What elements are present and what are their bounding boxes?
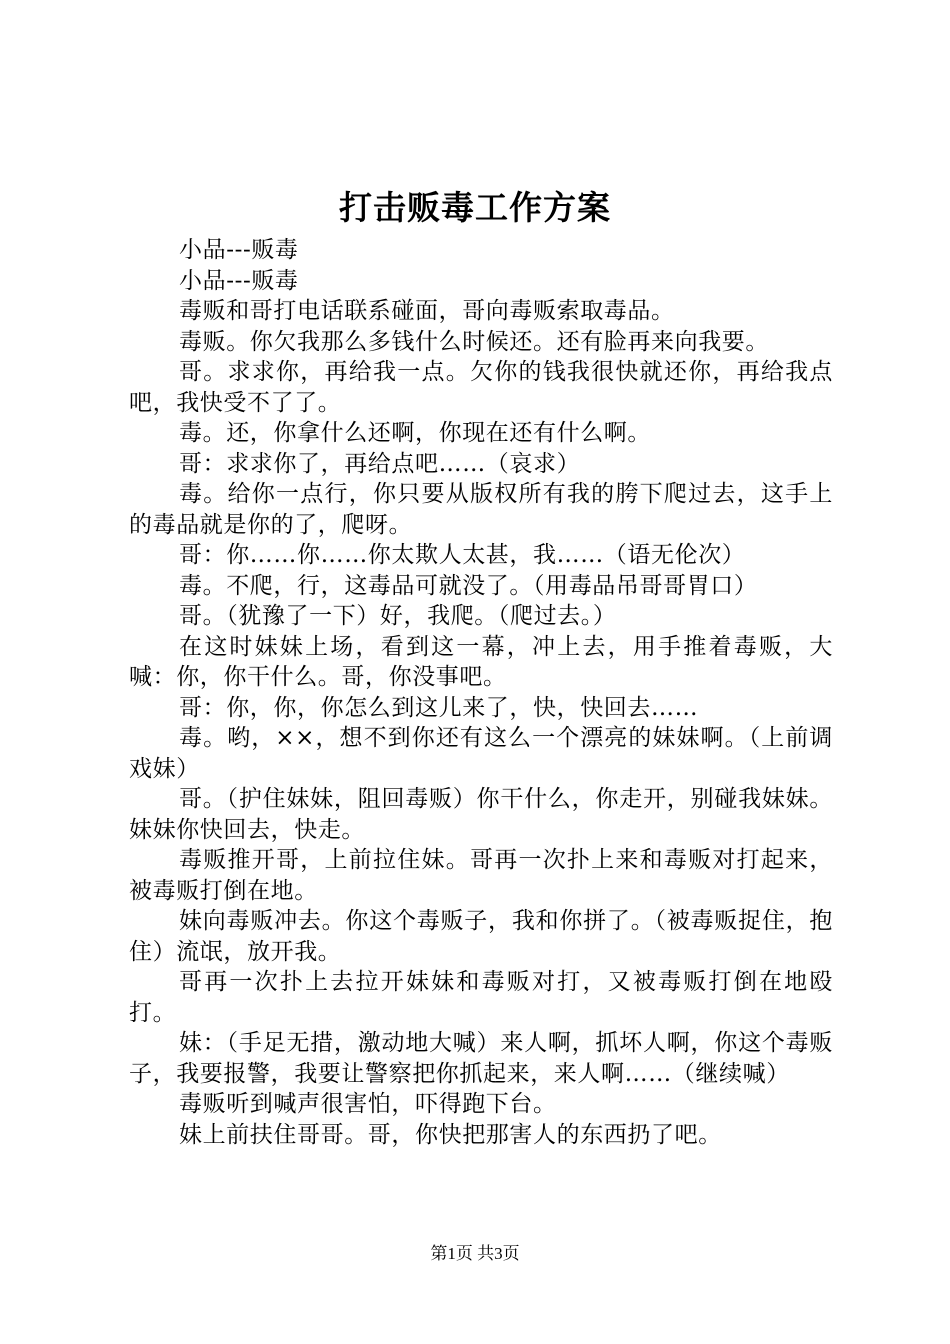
paragraph: 哥。（护住妹妹，阻回毒贩）你干什么，你走开，别碰我妹妹。妹妹你快回去，快走。 — [129, 786, 833, 843]
paragraph: 哥：求求你了，再给点吧……（哀求） — [179, 450, 581, 477]
page-number: 第1页 共3页 — [430, 1244, 520, 1263]
paragraph: 妹：（手足无措，激动地大喊）来人啊，抓坏人啊，你这个毒贩子，我要报警，我要让警察把你抓起来，来人啊……（继续喊） — [129, 1030, 833, 1087]
paragraph: 小品---贩毒 — [179, 237, 299, 263]
paragraph: 哥再一次扑上去拉开妹妹和毒贩对打，又被毒贩打倒在地殴打。 — [129, 969, 833, 1026]
paragraph: 毒。给你一点行，你只要从版权所有我的胯下爬过去，这手上的毒品就是你的了，爬呀。 — [129, 481, 833, 538]
paragraph: 毒贩。你欠我那么多钱什么时候还。还有脸再来向我要。 — [179, 328, 769, 355]
paragraph: 哥：你，你，你怎么到这儿来了，快，快回去…… — [179, 694, 699, 721]
paragraph: 哥。求求你，再给我一点。欠你的钱我很快就还你，再给我点吧，我快受不了了。 — [129, 359, 833, 416]
paragraph: 毒。哟，××，想不到你还有这么一个漂亮的妹妹啊。（上前调戏妹） — [129, 725, 833, 782]
document-body — [129, 235, 833, 1150]
paragraph: 毒。还，你拿什么还啊，你现在还有什么啊。 — [179, 420, 651, 446]
paragraph: 毒贩听到喊声很害怕，吓得跑下台。 — [179, 1091, 557, 1117]
paragraph: 小品---贩毒 — [179, 267, 299, 294]
paragraph: 妹上前扶住哥哥。哥，你快把那害人的东西扔了吧。 — [179, 1121, 722, 1148]
paragraph: 妹向毒贩冲去。你这个毒贩子，我和你拼了。（被毒贩捉住，抱住）流氓，放开我。 — [129, 908, 833, 965]
document-title: 打击贩毒工作方案 — [339, 188, 611, 227]
paragraph: 毒。不爬，行，这毒品可就没了。（用毒品吊哥哥胃口） — [179, 572, 758, 599]
paragraph: 哥。（犹豫了一下）好，我爬。（爬过去。） — [179, 603, 617, 629]
paragraph: 在这时妹妹上场，看到这一幕，冲上去，用手推着毒贩，大喊：你，你干什么。哥，你没事吧。 — [129, 633, 833, 690]
paragraph: 毒贩和哥打电话联系碰面，哥向毒贩索取毒品。 — [179, 298, 675, 324]
paragraph: 哥：你……你……你太欺人太甚，我……（语无伦次） — [179, 542, 746, 568]
paragraph: 毒贩推开哥，上前拉住妹。哥再一次扑上来和毒贩对打起来，被毒贩打倒在地。 — [129, 847, 833, 904]
